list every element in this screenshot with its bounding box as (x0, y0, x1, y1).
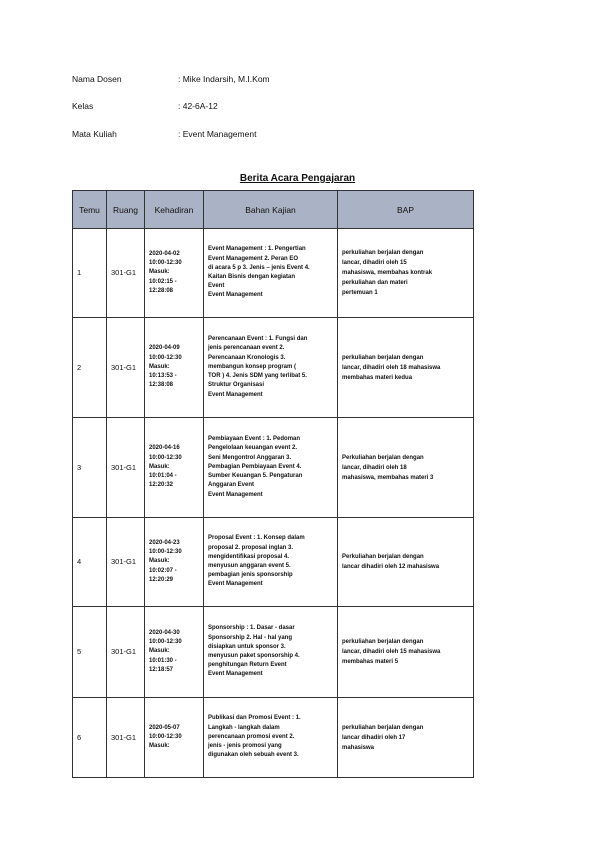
cell-line: 2020-05-07 (149, 724, 180, 731)
cell-bahan-kajian (204, 418, 338, 518)
cell-line: Publikasi dan Promosi Event : 1. (208, 715, 301, 722)
cell-line: 2020-04-02 (149, 250, 180, 257)
cell-line: 10:00-12:30 (149, 549, 182, 556)
cell-line: lancar, dihadiri oleh 15 mahasiswa (342, 649, 441, 655)
cell-line: penghitungan Return Event (208, 662, 287, 669)
cell-line: pertemuan 1 (342, 290, 378, 296)
cell-line: menyusun anggaran event 5. (208, 563, 291, 569)
page-title (0, 173, 595, 184)
cell-line: Kaitan Bisnis dengan kegiatan (208, 274, 296, 280)
cell-ruang: 301-G1 (107, 418, 145, 518)
cell-line: Anggaran Event (208, 482, 255, 489)
cell-line: Perkuliahan berjalan dengan (342, 554, 424, 560)
cell-line: pembagian jenis sponsorship (208, 572, 293, 579)
cell-bap (338, 418, 474, 518)
cell-line: 10:00-12:30 (149, 733, 182, 740)
cell-bahan-kajian (204, 607, 338, 698)
cell-line: lancar, dihadiri oleh 18 (342, 464, 407, 471)
cell-line: mahasiswa, membahas materi 3 (342, 474, 434, 481)
cell-line: perkuliahan dan materi (342, 280, 408, 286)
matakuliah-label: Mata Kuliah (72, 129, 117, 139)
cell-line: perkuliahan berjalan dengan (342, 354, 424, 361)
col-temu: Temu (73, 191, 107, 229)
cell-line: Perkuliahan berjalan dengan (342, 454, 424, 461)
cell-line: Event Management (208, 671, 263, 678)
cell-line: lancar dihadiri oleh 12 mahasiswa (342, 564, 440, 570)
cell-ruang: 301-G1 (107, 607, 145, 698)
cell-line: lancar dihadiri oleh 17 (342, 734, 406, 741)
cell-line: TOR ) 4. Jenis SDM yang terlibat 5. (208, 373, 307, 380)
cell-bap (338, 229, 474, 318)
matakuliah-value: : Event Management (178, 129, 257, 139)
cell-bap (338, 318, 474, 418)
cell-line: Event Management (208, 491, 263, 498)
col-kehadiran: Kehadiran (145, 191, 204, 229)
cell-line: jenis perencanaan event 2. (208, 345, 285, 352)
kelas-value: : 42-6A-12 (178, 101, 218, 111)
cell-line: 10:00-12:30 (149, 260, 182, 267)
cell-line: 12:38:08 (149, 382, 174, 389)
cell-bahan-kajian (204, 698, 338, 778)
cell-kehadiran (145, 318, 204, 418)
cell-line: Perencanaan Event : 1. Fungsi dan (208, 336, 308, 343)
cell-line: 12:28:08 (149, 287, 174, 294)
cell-line: 10:00-12:30 (149, 454, 182, 461)
cell-ruang: 301-G1 (107, 318, 145, 418)
cell-line: Masuk: (149, 269, 170, 276)
cell-line: Event (208, 283, 225, 290)
cell-bahan-kajian (204, 229, 338, 318)
cell-kehadiran (145, 518, 204, 607)
cell-line: disiapkan untuk sponsor 3. (208, 643, 286, 650)
cell-kehadiran (145, 698, 204, 778)
cell-kehadiran (145, 418, 204, 518)
cell-line: proposal 2. proposal inglan 3. (208, 544, 294, 551)
table-row (73, 698, 474, 778)
dosen-value: : Mike Indarsih, M.I.Kom (178, 74, 270, 84)
cell-line: lancar, dihadiri oleh 15 (342, 260, 407, 266)
cell-line: 2020-04-09 (149, 345, 180, 352)
cell-ruang: 301-G1 (107, 518, 145, 607)
cell-line: membahas materi kedua (342, 374, 413, 381)
table-row (73, 318, 474, 418)
cell-line: digunakan oleh sebuah event 3. (208, 752, 299, 759)
cell-line: 12:18:57 (149, 666, 174, 673)
cell-line: jenis - jenis promosi yang (208, 743, 282, 750)
cell-line: Masuk: (149, 558, 170, 565)
cell-temu: 1 (73, 229, 107, 318)
cell-line: Seni Mengontrol Anggaran 3. (208, 454, 292, 461)
table-header-row (73, 191, 474, 229)
cell-line: 2020-04-16 (149, 445, 180, 452)
cell-bahan-kajian (204, 318, 338, 418)
cell-line: Masuk: (149, 648, 170, 655)
cell-line: Sumber Keuangan 5. Pengaturan (208, 473, 303, 480)
cell-line: membangun konsep program ( (208, 363, 297, 370)
cell-line: Masuk: (149, 463, 170, 470)
cell-ruang: 301-G1 (107, 698, 145, 778)
cell-line: 10:00-12:30 (149, 354, 182, 361)
cell-line: mengidentifikasi proposal 4. (208, 553, 290, 560)
cell-temu: 6 (73, 698, 107, 778)
cell-line: Pembagian Pembiayaan Event 4. (208, 463, 302, 470)
bap-table (72, 190, 474, 778)
table-row (73, 607, 474, 698)
cell-line: Langkah - langkah dalam (208, 724, 280, 731)
cell-line: Perencanaan Kronologis 3. (208, 354, 286, 361)
cell-line: perkuliahan berjalan dengan (342, 724, 424, 731)
cell-line: membahas materi 5 (342, 659, 399, 665)
cell-temu: 5 (73, 607, 107, 698)
cell-line: Event Management (208, 581, 263, 588)
cell-bap (338, 698, 474, 778)
cell-line: 10:00-12:30 (149, 639, 182, 646)
col-ruang: Ruang (107, 191, 145, 229)
cell-line: mahasiswa, membahas kontrak (342, 270, 433, 276)
cell-line: 10:02:07 - (149, 567, 177, 574)
col-bap: BAP (338, 191, 474, 229)
cell-line: 12:20:29 (149, 576, 174, 583)
cell-line: perkuliahan berjalan dengan (342, 250, 424, 256)
cell-line: Pengelolaan keuangan event 2. (208, 445, 298, 452)
cell-line: 2020-04-30 (149, 629, 180, 636)
cell-line: di acara 5 p 3. Jenis – jenis Event 4. (208, 264, 310, 271)
cell-line: perencanaan promosi event 2. (208, 733, 295, 740)
table-row (73, 229, 474, 318)
kelas-label: Kelas (72, 101, 94, 111)
cell-temu: 2 (73, 318, 107, 418)
cell-line: lancar, dihadiri oleh 18 mahasiswa (342, 364, 441, 371)
cell-line: menyusun paket sponsorship 4. (208, 653, 300, 659)
cell-temu: 3 (73, 418, 107, 518)
cell-line: Sponsorship : 1. Dasar - dasar (208, 625, 295, 632)
cell-ruang: 301-G1 (107, 229, 145, 318)
dosen-label: Nama Dosen (72, 74, 122, 84)
table-body (73, 229, 474, 778)
cell-kehadiran (145, 229, 204, 318)
cell-line: Struktur Organisasi (208, 382, 265, 389)
cell-temu: 4 (73, 518, 107, 607)
cell-line: Masuk: (149, 743, 170, 750)
cell-line: mahasiswa (342, 744, 375, 751)
table-row (73, 518, 474, 607)
cell-line: 10:01:04 - (149, 473, 177, 480)
cell-bahan-kajian (204, 518, 338, 607)
cell-line: Event Management (208, 391, 263, 398)
cell-line: perkuliahan berjalan dengan (342, 639, 424, 645)
cell-line: Event Management : 1. Pengertian (208, 246, 306, 253)
cell-line: Proposal Event : 1. Konsep dalam (208, 535, 305, 542)
cell-line: Masuk: (149, 363, 170, 370)
cell-bap (338, 607, 474, 698)
cell-line: 10:02:15 - (149, 278, 177, 285)
cell-line: 12:20:32 (149, 482, 174, 489)
table-row (73, 418, 474, 518)
cell-kehadiran (145, 607, 204, 698)
cell-line: Pembiayaan Event : 1. Pedoman (208, 436, 301, 443)
col-bahan-kajian: Bahan Kajian (204, 191, 338, 229)
cell-line: Sponsorship 2. Hal - hal yang (208, 634, 293, 641)
cell-bap (338, 518, 474, 607)
cell-line: 10:13:53 - (149, 373, 177, 380)
cell-line: 10:01:30 - (149, 657, 177, 664)
cell-line: Event Management 2. Peran EO (208, 255, 299, 262)
title-text: Berita Acara Pengajaran (239, 173, 356, 184)
cell-line: Event Management (208, 292, 263, 299)
cell-line: 2020-04-23 (149, 539, 180, 546)
